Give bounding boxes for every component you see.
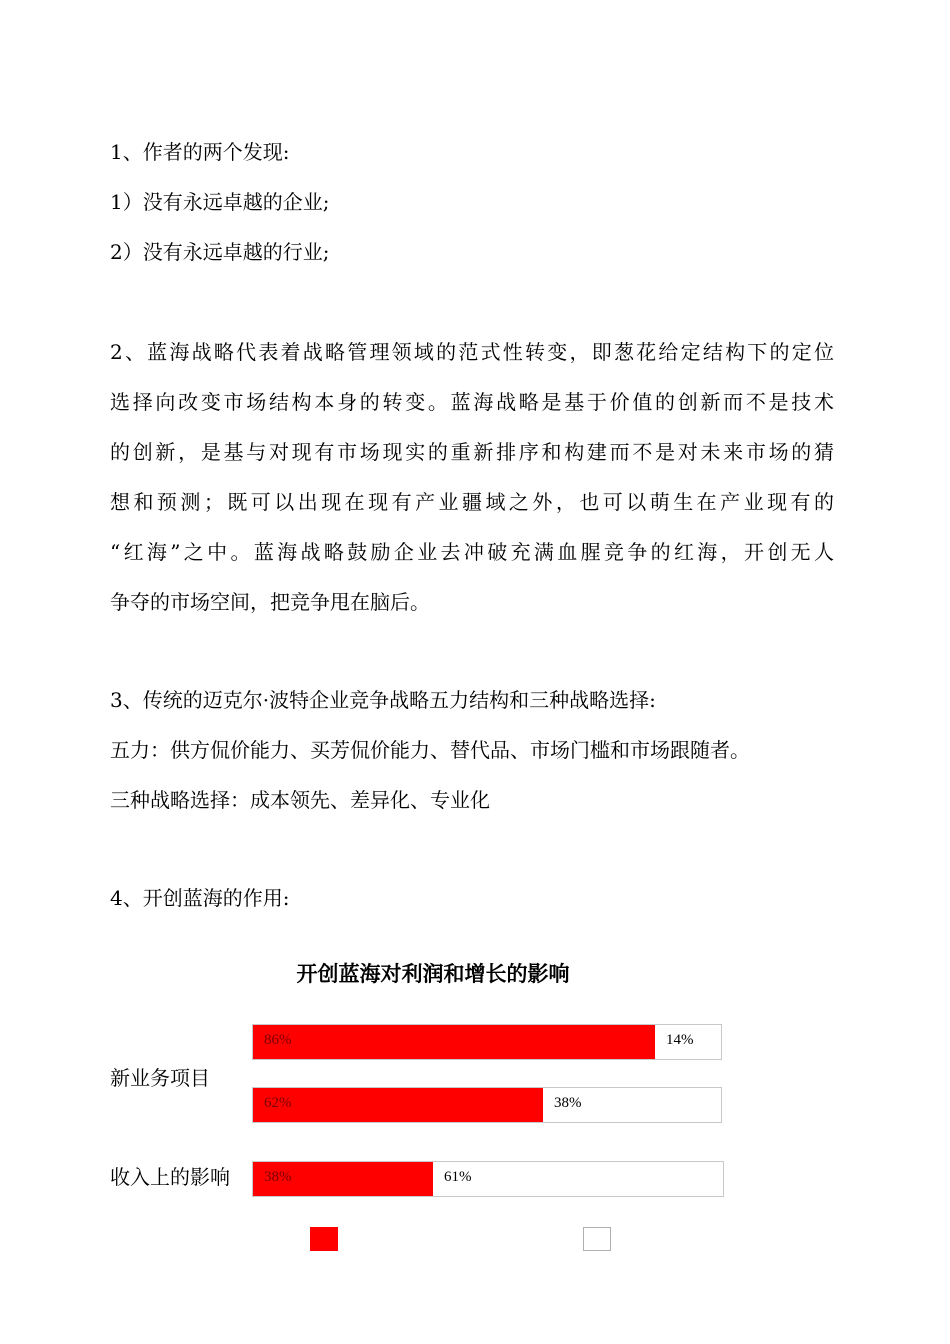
section-3-heading: 3、传统的迈克尔·波特企业竞争战略五力结构和三种战略选择: (110, 688, 656, 712)
section-2-line-2: 选择向改变市场结构本身的转变。蓝海战略是基于价值的创新而不是技术 (110, 390, 834, 414)
section-4-heading: 4、开创蓝海的作用: (110, 886, 290, 910)
section-2-line-3: 的创新，是基与对现有市场现实的重新排序和构建而不是对未来市场的猜 (110, 440, 834, 464)
bar-2-white-label: 38% (554, 1095, 582, 1111)
section-1-item-1: 1）没有永远卓越的企业; (110, 190, 330, 214)
section-2-line-5: “红海”之中。蓝海战略鼓励企业去冲破充满血腥竞争的红海，开创无人 (110, 540, 834, 564)
bar-1-red-segment (253, 1025, 655, 1059)
section-1-item-2: 2）没有永远卓越的行业; (110, 240, 330, 264)
row-label-new-business: 新业务项目 (110, 1066, 210, 1090)
section-3-five-forces: 五力：供方侃价能力、买芳侃价能力、替代品、市场门槛和市场跟随者。 (110, 738, 750, 762)
bar-3 (252, 1161, 724, 1197)
bar-2 (252, 1087, 722, 1123)
bar-2-red-label: 62% (264, 1095, 292, 1111)
section-2-line-6: 争夺的市场空间，把竞争甩在脑后。 (110, 590, 430, 614)
section-1-heading: 1、作者的两个发现: (110, 140, 290, 164)
bar-1 (252, 1024, 722, 1060)
section-3-three-strategies: 三种战略选择：成本领先、差异化、专业化 (110, 788, 490, 812)
bar-3-white-label: 61% (444, 1169, 472, 1185)
bar-3-red-label: 38% (264, 1169, 292, 1185)
bar-2-red-segment (253, 1088, 543, 1122)
section-2-line-1: 2、蓝海战略代表着战略管理领域的范式性转变，即葱花给定结构下的定位 (110, 340, 834, 364)
bar-1-white-label: 14% (666, 1032, 694, 1048)
section-2-line-4: 想和预测；既可以出现在现有产业疆域之外，也可以萌生在产业现有的 (110, 490, 834, 514)
chart-title: 开创蓝海对利润和增长的影响 (296, 961, 570, 986)
legend-swatch-red (310, 1227, 338, 1251)
row-label-revenue-impact: 收入上的影响 (110, 1165, 230, 1189)
legend-swatch-white (583, 1227, 611, 1251)
bar-1-red-label: 86% (264, 1032, 292, 1048)
